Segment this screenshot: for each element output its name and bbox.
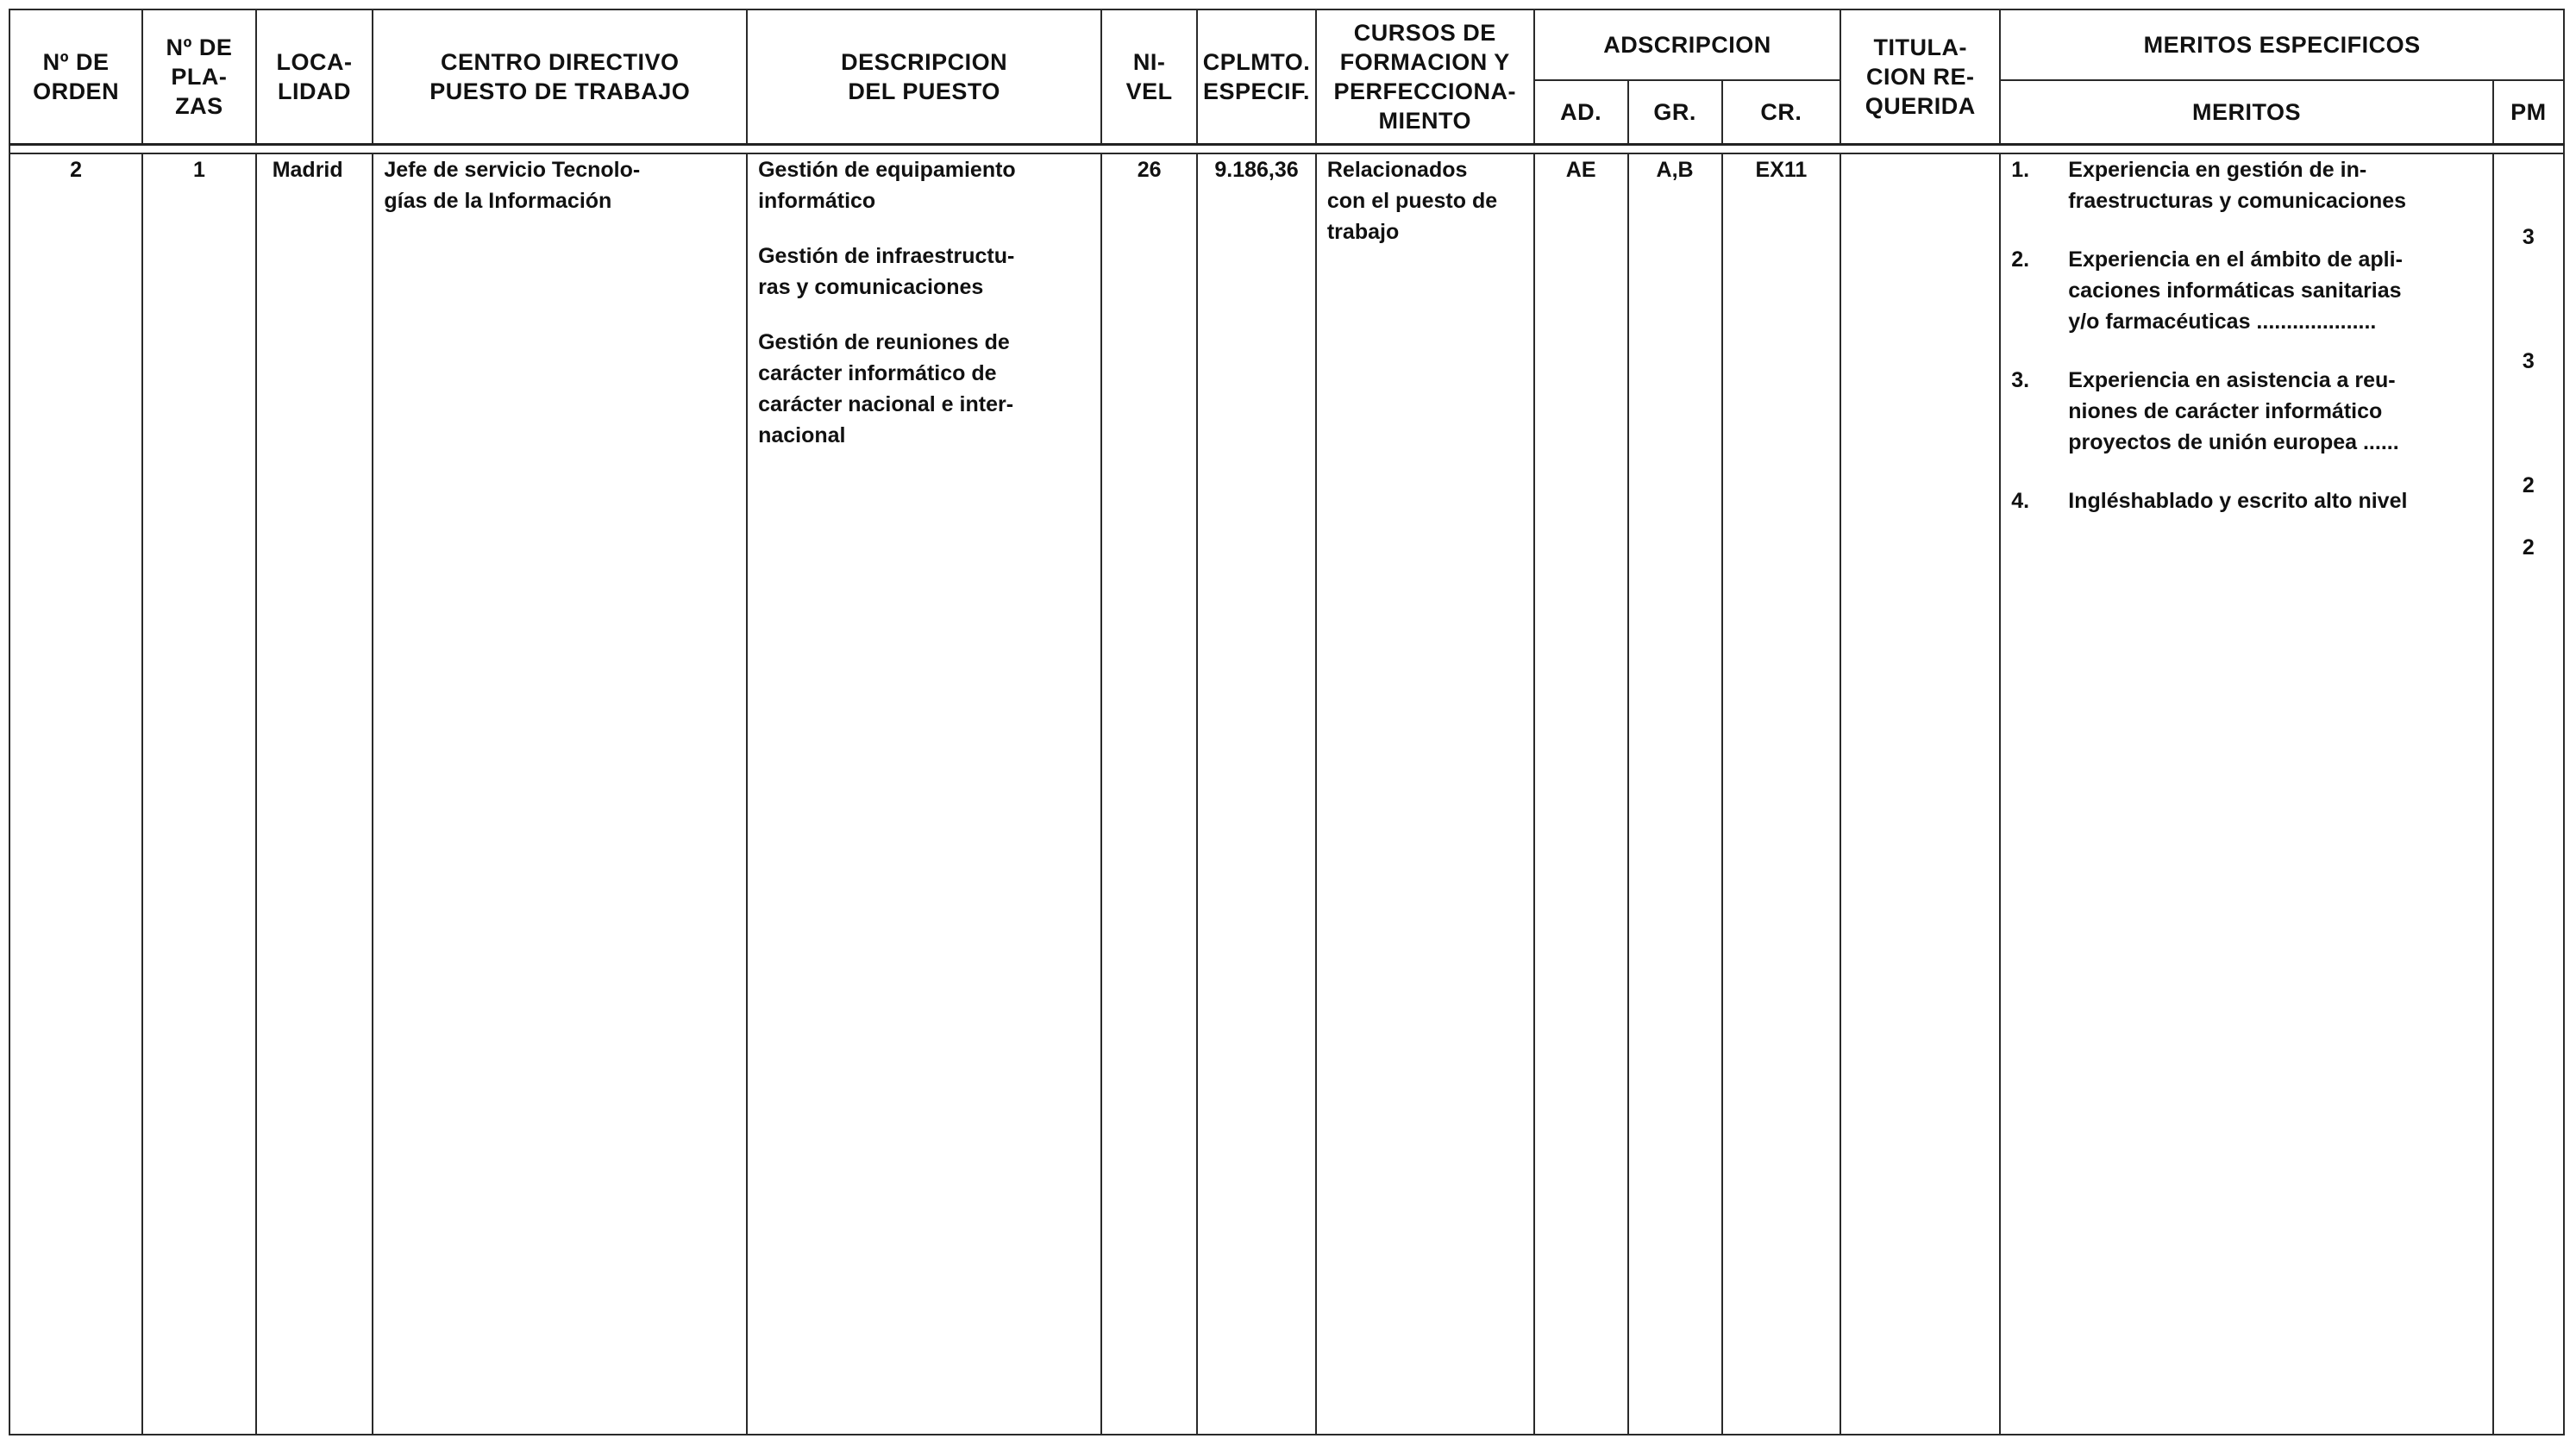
- header-descripcion: DESCRIPCION DEL PUESTO: [747, 9, 1101, 145]
- table-row: [9, 153, 2564, 1435]
- header-adscripcion: ADSCRIPCION: [1534, 9, 1841, 80]
- merito-number: 2.: [2011, 247, 2030, 272]
- cell-nivel: 26: [1101, 153, 1197, 1435]
- merito-text: Ingléshablado y escrito alto nivel: [2068, 489, 2408, 513]
- pm-value: 3: [2522, 349, 2535, 373]
- header-separator: [9, 145, 2564, 154]
- merito-number: 3.: [2011, 368, 2030, 392]
- header-localidad: LOCA- LIDAD: [256, 9, 373, 145]
- descripcion-item: Gestión de reuniones de carácter informático de carácter nacional e inter- nacional: [758, 330, 1014, 447]
- header-pm: PM: [2493, 80, 2564, 145]
- header-gr: GR.: [1628, 80, 1722, 145]
- job-posting-table: [9, 9, 2565, 1435]
- header-cursos: CURSOS DE FORMACION Y PERFECCIONA- MIENTO: [1316, 9, 1534, 145]
- cell-centro-directivo: Jefe de servicio Tecnolo- gías de la Información: [373, 153, 747, 1435]
- merito-text: Experiencia en gestión de in- fraestructuras y comunicaciones: [2068, 158, 2407, 213]
- cell-localidad: Madrid: [256, 153, 373, 1435]
- header-titulacion: TITULA- CION RE- QUERIDA: [1840, 9, 2000, 145]
- cell-meritos: [2000, 153, 2492, 1435]
- header-centro-directivo: CENTRO DIRECTIVO PUESTO DE TRABAJO: [373, 9, 747, 145]
- merito-number: 4.: [2011, 489, 2030, 513]
- descripcion-item: Gestión de infraestructu- ras y comunicaciones: [758, 244, 1015, 299]
- merito-item: [2011, 485, 2491, 516]
- cell-cplmto: 9.186,36: [1197, 153, 1316, 1435]
- cell-cursos: Relacionados con el puesto de trabajo: [1316, 153, 1534, 1435]
- cell-ad: AE: [1534, 153, 1628, 1435]
- pm-value: 3: [2522, 225, 2535, 249]
- header-meritos: MERITOS: [2000, 80, 2492, 145]
- merito-item: [2011, 154, 2491, 216]
- cell-pm: [2493, 153, 2564, 1435]
- merito-text: Experiencia en el ámbito de apli- caciones informáticas sanitarias y/o farmacéuticas ....................: [2068, 247, 2403, 334]
- merito-number: 1.: [2011, 158, 2030, 182]
- merito-item: [2011, 244, 2491, 337]
- cell-orden: 2: [9, 153, 142, 1435]
- cell-cr: EX11: [1722, 153, 1841, 1435]
- merito-item: [2011, 365, 2491, 458]
- header-orden: Nº DE ORDEN: [9, 9, 142, 145]
- pm-value: 2: [2522, 535, 2535, 560]
- header-nivel: NI- VEL: [1101, 9, 1197, 145]
- pm-value: 2: [2522, 473, 2535, 497]
- cell-plazas: 1: [142, 153, 256, 1435]
- merito-text: Experiencia en asistencia a reu- niones de carácter informático proyectos de unión europea ......: [2068, 368, 2399, 454]
- cell-titulacion: [1840, 153, 2000, 1435]
- header-cplmto: CPLMTO. ESPECIF.: [1197, 9, 1316, 145]
- cell-gr: A,B: [1628, 153, 1722, 1435]
- header-meritos-especificos: MERITOS ESPECIFICOS: [2000, 9, 2564, 80]
- header-ad: AD.: [1534, 80, 1628, 145]
- header-plazas: Nº DE PLA- ZAS: [142, 9, 256, 145]
- cell-descripcion: [747, 153, 1101, 1435]
- descripcion-item: Gestión de equipamiento informático: [758, 158, 1016, 213]
- header-cr: CR.: [1722, 80, 1841, 145]
